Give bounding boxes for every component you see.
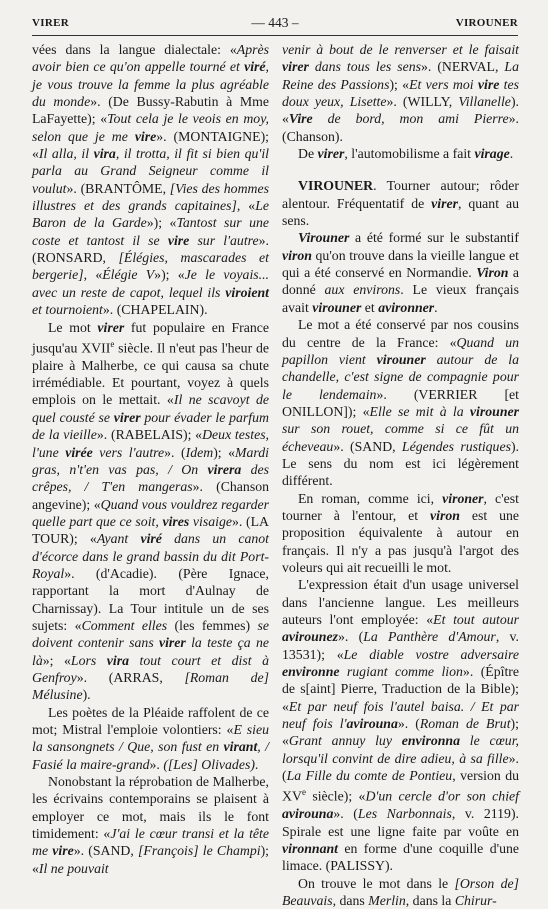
- paragraph: De virer, l'automobilisme a fait virage.: [298, 146, 514, 162]
- paragraph: Le mot virer fut populaire en France jusqu'au XVIIe siècle. Il n'eut pas l'heur de plaire à Malherbe, ce qui causa sa chute irrémédiable. Et pourtant, voyez à quels emplois on le mettait. «Il ne scavoyt de quel cousté se virer pour évader le parfum de la vieille». (RABELAIS); «Deux testes, l'une virée vers l'autre». (Idem); «Mardi gras, n't'en vas pas, / On virera des crêpes, / T'en mangeras». (Chanson angevine); «Quand vous vouldrez regarder quelle part que ce soit, vires visaige». (LA TOUR); «Ayant viré dans un canot d'écorce dans le grand bassin du dit Port-Royal». (d'Acadie). (Père Ignace, rapportant la mort d'Aulnay de Charnissay). La Tour intitule un de ses sujets: «Comment elles (les femmes) se doivent contenir sans virer la teste ça ne là»; «Lors vira tout court et dist à Genfroy». (ARRAS, [Roman de] Mélusine).: [32, 319, 270, 703]
- header-right-word: VIROUNER: [455, 17, 518, 29]
- page-number: — 443 –: [251, 15, 299, 30]
- header-left-word: VIRER: [32, 17, 69, 29]
- running-header: [32, 15, 518, 31]
- paragraph: Nonobstant la réprobation de Malherbe, les écrivains contemporains se plaisent à employer ce mot, mais ils le font timidement: «J'ai le cœur transi et la tête me vire». (SAND, [François] le Champi); «Il ne pouvait: [32, 774, 269, 876]
- entry-headword-paragraph: VIROUNER. Tourner autour; rôder alentour. Fréquentatif de virer, quant au sens.: [282, 178, 519, 229]
- paragraph: On trouve le mot dans le [Orson de] Beauvais, dans Merlin, dans la Chirur-: [282, 875, 519, 909]
- left-column: [32, 41, 269, 877]
- paragraph: venir à bout de le renverser et le faisait virer dans tous les sens». (NERVAL, La Reine des Passions); «Et vers moi vire tes doux yeux, Lisette». (WILLY, Villanelle). «Vire de bord, mon ami Pierre». (Chanson).: [282, 42, 519, 144]
- paragraph: Les poètes de la Pléaide raffolent de ce mot; Mistral l'emploie volontiers: «E sieu la sansongnets / Que, son fust en virant, / Fasié la maire-grand». ([Les] Olivades).: [32, 704, 269, 772]
- paragraph: L'expression était d'un usage universel dans l'ancienne langue. Les meilleurs auteurs l'ont employée: «Et tout autour avirounez». (La Panthère d'Amour, v. 13531); «Le diable vostre adversaire environne rugiant comme lion». (Épître de s[aint] Pierre, Traduction de la Bible); «Et par neuf fois l'autel baisa. / Et par neuf fois l'avirouna». (Roman de Brut); «Grant annuy luy environna le cœur, lorsqu'il convint de dire adieu, à sa fille». (La Fille du comte de Pontieu, version du XVe siècle); «D'un cercle d'or son chief avirouna». (Les Narbonnais, v. 2119). Spirale est une ligne faite par voûte en vironnant en forme d'une coquille d'une limace. (PALISSY).: [282, 577, 520, 874]
- paragraph: Virouner a été formé sur le substantif viron qu'on trouve dans la vieille langue et qui a été conservé en Normandie. Viron a donné aux environs. Le vieux français avait virouner et avironner.: [282, 230, 519, 315]
- right-column: [282, 41, 519, 909]
- header-rule: [32, 35, 518, 36]
- paragraph: vées dans la langue dialectale: «Après avoir bien ce qu'on appelle tourné et viré, je vous trouve la femme la plus agréable du monde». (De Bussy-Rabutin à Mme LaFayette); «Tout cela je le veois en moy, selon que je me vire». (MONTAIGNE); «Il alla, il vira, il trotta, il fit si bien qu'il parla au Grand Seigneur comme il voulut». (BRANTÔME, [Vies des hommes illustres et des grands capitaines], «Le Baron de la Garde»); «Tantost sur une coste et tantost il se vire sur l'autre». (RONSARD, [Élégies, mascarades et bergerie], «Élégie V»); «Je le voyais... avec un reste de capot, lequel ils viroient et tournoient». (CHAPELAIN).: [32, 42, 270, 318]
- paragraph: Le mot a été conservé par nos cousins du centre de la France: «Quand un papillon vient virouner autour de la chandelle, c'est signe de compagnie pour le lendemain». (VERRIER [et ONILLON]); «Elle se mit à la virouner sur son rouet, comme si ce fût un écheveau». (SAND, Légendes rustiques). Le sens du nom est ici légèrement différent.: [282, 317, 520, 489]
- paragraph: En roman, comme ici, vironer, c'est tourner à l'entour, et viron est une proposition équivalente à autour en français. Il n'y a pas jusqu'à l'argot des voleurs qui ait recueilli le mot.: [282, 490, 519, 575]
